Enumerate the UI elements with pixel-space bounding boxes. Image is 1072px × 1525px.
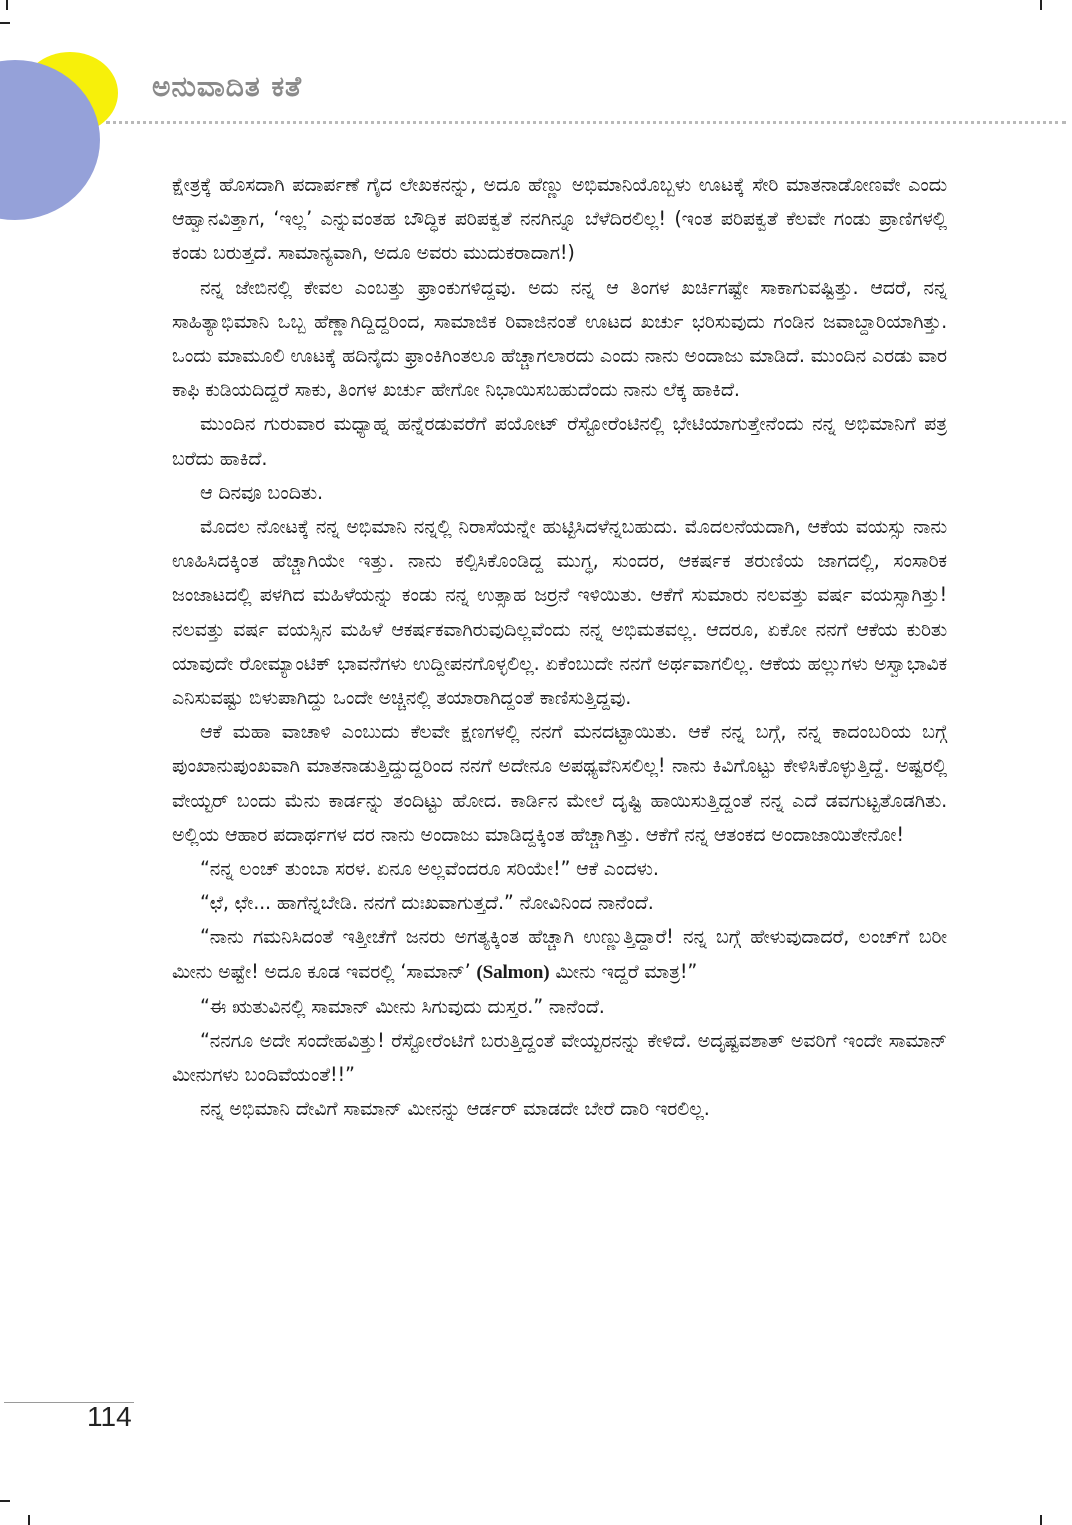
paragraph: ಆಕೆ ಮಹಾ ವಾಚಾಳಿ ಎಂಬುದು ಕೆಲವೇ ಕ್ಷಣಗಳಲ್ಲಿ ನನಗೆ ಮನದಟ್ಟಾಯಿತು. ಆಕೆ ನನ್ನ ಬಗ್ಗೆ, ನನ್ನ ಕಾದಂಬರಿಯ ಬಗ್ಗೆ ಪುಂಖಾನುಪುಂಖವಾಗಿ ಮಾತನಾಡುತ್ತಿದ್ದುದ್ದರಿಂದ ನನಗೆ ಅದೇನೂ ಅಪಥ್ಯವೆನಿಸಲಿಲ್ಲ! ನಾನು ಕಿವಿಗೊಟ್ಟು ಕೇಳಿಸಿಕೊಳ್ಳುತ್ತಿದ್ದೆ. ಅಷ್ಟರಲ್ಲಿ ವೇಯ್ಟರ್ ಬಂದು ಮೆನು ಕಾರ್ಡನ್ನು ತಂದಿಟ್ಟು ಹೋದ. ಕಾರ್ಡಿನ ಮೇಲೆ ದೃಷ್ಟಿ ಹಾಯಿಸುತ್ತಿದ್ದಂತೆ ನನ್ನ ಎದೆ ಡವಗುಟ್ಟತೊಡಗಿತು. ಅಲ್ಲಿಯ ಆಹಾರ ಪದಾರ್ಥಗಳ ದರ ನಾನು ಅಂದಾಜು ಮಾಡಿದ್ದಕ್ಕಿಂತ ಹೆಚ್ಚಾಗಿತ್ತು. ಆಕೆಗೆ ನನ್ನ ಆತಂಕದ ಅಂದಾಜಾಯಿತೇನೋ!	[172, 720, 947, 846]
salmon-english-term: (Salmon)	[476, 961, 550, 983]
paragraph: “ಛೆ, ಛೇ... ಹಾಗೆನ್ನಬೇಡಿ. ನನಗೆ ದುಃಖವಾಗುತ್ತದೆ.” ನೋವಿನಿಂದ ನಾನೆಂದೆ.	[200, 891, 654, 915]
paragraph: ಕ್ಷೇತ್ರಕ್ಕೆ ಹೊಸದಾಗಿ ಪದಾರ್ಪಣೆ ಗೈದ ಲೇಖಕನನ್ನು, ಅದೂ ಹೆಣ್ಣು ಅಭಿಮಾನಿಯೊಬ್ಬಳು ಊಟಕ್ಕೆ ಸೇರಿ ಮಾತನಾಡೋಣವೇ ಎಂದು ಆಹ್ವಾನವಿತ್ತಾಗ, ‘ಇಲ್ಲ’ ಎನ್ನುವಂತಹ ಬೌದ್ಧಿಕ ಪರಿಪಕ್ವತೆ ನನಗಿನ್ನೂ ಬೆಳೆದಿರಲಿಲ್ಲ! (ಇಂತ ಪರಿಪಕ್ವತೆ ಕೆಲವೇ ಗಂಡು ಪ್ರಾಣಿಗಳಲ್ಲಿ ಕಂಡು ಬರುತ್ತದೆ. ಸಾಮಾನ್ಯವಾಗಿ, ಅದೂ ಅವರು ಮುದುಕರಾದಾಗ!)	[172, 173, 947, 265]
section-title: ಅನುವಾದಿತ ಕತೆ	[152, 70, 303, 103]
crop-mark-top-right	[1040, 0, 1042, 10]
paragraph-text: “ನಾನು ಗಮನಿಸಿದಂತೆ ಇತ್ತೀಚೆಗೆ ಜನರು ಅಗತ್ಯಕ್ಕಿಂತ ಹೆಚ್ಚಾಗಿ ಉಣ್ಣುತ್ತಿದ್ದಾರೆ! ನನ್ನ ಬಗ್ಗೆ ಹೇಳುವುದಾದರೆ, ಲಂಚ್‌ಗೆ ಬರೀ ಮೀನು ಅಷ್ಟೇ! ಅದೂ ಕೂಡ ಇವರಲ್ಲಿ ‘ಸಾಮಾನ್’	[172, 925, 947, 983]
paragraph: “ಈ ಋತುವಿನಲ್ಲಿ ಸಾಮಾನ್ ಮೀನು ಸಿಗುವುದು ದುಸ್ತರ.” ನಾನೆಂದೆ.	[200, 994, 605, 1018]
paragraph: ನನ್ನ ಅಭಿಮಾನಿ ದೇವಿಗೆ ಸಾಮಾನ್ ಮೀನನ್ನು ಆರ್ಡರ್ ಮಾಡದೇ ಬೇರೆ ದಾರಿ ಇರಲಿಲ್ಲ.	[200, 1097, 710, 1121]
crop-mark-top-left	[6, 0, 8, 10]
article-body	[172, 168, 947, 1127]
paragraph: ನನ್ನ ಜೇಬಿನಲ್ಲಿ ಕೇವಲ ಎಂಬತ್ತು ಫ್ರಾಂಕುಗಳಿದ್ದವು. ಅದು ನನ್ನ ಆ ತಿಂಗಳ ಖರ್ಚಿಗಷ್ಟೇ ಸಾಕಾಗುವಷ್ಟಿತ್ತು. ಆದರೆ, ನನ್ನ ಸಾಹಿತ್ಯಾಭಿಮಾನಿ ಒಬ್ಬ ಹೆಣ್ಣಾಗಿದ್ದಿದ್ದರಿಂದ, ಸಾಮಾಜಿಕ ರಿವಾಜಿನಂತೆ ಊಟದ ಖರ್ಚು ಭರಿಸುವುದು ಗಂಡಿನ ಜವಾಬ್ದಾರಿಯಾಗಿತ್ತು. ಒಂದು ಮಾಮೂಲಿ ಊಟಕ್ಕೆ ಹದಿನೈದು ಫ್ರಾಂಕಿಗಿಂತಲೂ ಹೆಚ್ಚಾಗಲಾರದು ಎಂದು ನಾನು ಅಂದಾಜು ಮಾಡಿದೆ. ಮುಂದಿನ ಎರಡು ವಾರ ಕಾಫಿ ಕುಡಿಯದಿದ್ದರೆ ಸಾಕು, ತಿಂಗಳ ಖರ್ಚು ಹೇಗೋ ನಿಭಾಯಿಸಬಹುದೆಂದು ನಾನು ಲೆಕ್ಕ ಹಾಕಿದೆ.	[172, 275, 947, 402]
paragraph: ಮೊದಲ ನೋಟಕ್ಕೆ ನನ್ನ ಅಭಿಮಾನಿ ನನ್ನಲ್ಲಿ ನಿರಾಸೆಯನ್ನೇ ಹುಟ್ಟಿಸಿದಳೆನ್ನಬಹುದು. ಮೊದಲನೆಯದಾಗಿ, ಆಕೆಯ ವಯಸ್ಸು ನಾನು ಊಹಿಸಿದಕ್ಕಿಂತ ಹೆಚ್ಚಾಗಿಯೇ ಇತ್ತು. ನಾನು ಕಲ್ಪಿಸಿಕೊಂಡಿದ್ದ ಮುಗ್ಧ, ಸುಂದರ, ಆಕರ್ಷಕ ತರುಣಿಯ ಜಾಗದಲ್ಲಿ, ಸಂಸಾರಿಕ ಜಂಜಾಟದಲ್ಲಿ ಪಳಗಿದ ಮಹಿಳೆಯನ್ನು ಕಂಡು ನನ್ನ ಉತ್ಸಾಹ ಜರ್ರನೆ ಇಳಿಯಿತು. ಆಕೆಗೆ ಸುಮಾರು ನಲವತ್ತು ವರ್ಷ ವಯಸ್ಸಾಗಿತ್ತು! ನಲವತ್ತು ವರ್ಷ ವಯಸ್ಸಿನ ಮಹಿಳೆ ಆಕರ್ಷಕವಾಗಿರುವುದಿಲ್ಲವೆಂದು ನನ್ನ ಅಭಿಮತವಲ್ಲ. ಆದರೂ, ಏಕೋ ನನಗೆ ಆಕೆಯ ಕುರಿತು ಯಾವುದೇ ರೋಮ್ಯಾಂಟಿಕ್ ಭಾವನೆಗಳು ಉದ್ದೀಪನಗೊಳ್ಳಲಿಲ್ಲ. ಏಕೆಂಬುದೇ ನನಗೆ ಅರ್ಥವಾಗಲಿಲ್ಲ. ಆಕೆಯ ಹಲ್ಲುಗಳು ಅಸ್ವಾಭಾವಿಕ ಎನಿಸುವಷ್ಟು ಬಿಳುಪಾಗಿದ್ದು ಒಂದೇ ಅಚ್ಚಿನಲ್ಲಿ ತಯಾರಾಗಿದ್ದಂತೆ ಕಾಣಿಸುತ್ತಿದ್ದವು.	[172, 515, 947, 710]
paragraph: ಆ ದಿನವೂ ಬಂದಿತು.	[200, 480, 323, 504]
paragraph: “ನನ್ನ ಲಂಚ್ ತುಂಬಾ ಸರಳ. ಏನೂ ಅಲ್ಲವೆಂದರೂ ಸರಿಯೇ!” ಆಕೆ ಎಂದಳು.	[200, 857, 659, 881]
crop-mark-bottom-right	[1040, 1515, 1042, 1525]
crop-mark-bottom-left-v	[28, 1515, 30, 1525]
paragraph: “ನನಗೂ ಅದೇ ಸಂದೇಹವಿತ್ತು! ರೆಸ್ಟೋರೆಂಟಿಗೆ ಬರುತ್ತಿದ್ದಂತೆ ವೇಯ್ಟರನನ್ನು ಕೇಳಿದೆ. ಅದೃಷ್ಟವಶಾತ್ ಅವರಿಗೆ ಇಂದೇ ಸಾಮಾನ್ ಮೀನುಗಳು ಬಂದಿವೆಯಂತೆ!!”	[172, 1029, 947, 1087]
crop-mark-bottom-left	[0, 1500, 10, 1502]
paragraph-text: ಮೀನು ಇದ್ದರೆ ಮಾತ್ರ!”	[555, 959, 698, 983]
page-number: 114	[87, 1401, 132, 1432]
crop-mark-top-left-h	[0, 22, 10, 24]
paragraph-with-salmon	[172, 920, 947, 989]
header-dotted-rule	[106, 121, 1066, 124]
paragraph: ಮುಂದಿನ ಗುರುವಾರ ಮಧ್ಯಾಹ್ನ ಹನ್ನೆರಡುವರೆಗೆ ಪಯೋಟ್ ರೆಸ್ಟೋರೆಂಟಿನಲ್ಲಿ ಭೇಟಿಯಾಗುತ್ತೇನೆಂದು ನನ್ನ ಅಭಿಮಾನಿಗೆ ಪತ್ರ ಬರೆದು ಹಾಕಿದೆ.	[172, 412, 947, 470]
